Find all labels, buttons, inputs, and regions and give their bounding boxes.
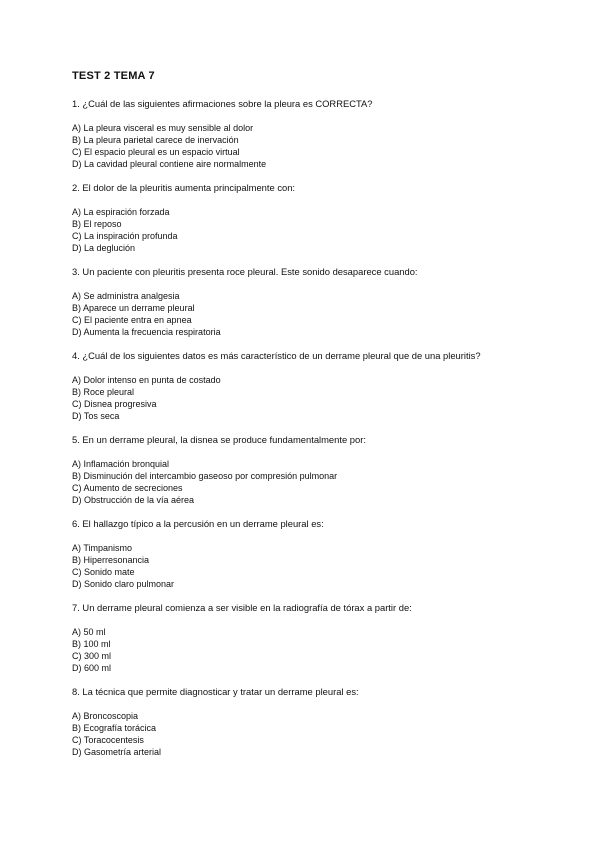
option-c: C) 300 ml bbox=[72, 651, 112, 661]
question-text: 3. Un paciente con pleuritis presenta roce pleural. Este sonido desaparece cuando: bbox=[72, 266, 418, 277]
question-7 bbox=[72, 602, 542, 674]
option-b: B) Hiperresonancia bbox=[72, 555, 150, 565]
option-list bbox=[72, 122, 542, 170]
option-c: C) Aumento de secreciones bbox=[72, 483, 183, 493]
option-a: A) Broncoscopia bbox=[72, 711, 139, 721]
option-c: C) Toracocentesis bbox=[72, 735, 144, 745]
option-d: D) 600 ml bbox=[72, 663, 112, 673]
option-list bbox=[72, 626, 542, 674]
option-c: C) El espacio pleural es un espacio virtual bbox=[72, 147, 240, 157]
option-d: D) Obstrucción de la vía aérea bbox=[72, 495, 195, 505]
option-list bbox=[72, 374, 542, 422]
option-b: B) El reposo bbox=[72, 219, 122, 229]
option-list bbox=[72, 206, 542, 254]
option-list bbox=[72, 290, 542, 338]
question-4 bbox=[72, 350, 542, 422]
question-text: 4. ¿Cuál de los siguientes datos es más característico de un derrame pleural que de una pleuritis? bbox=[72, 350, 481, 361]
option-a: A) La espiración forzada bbox=[72, 207, 170, 217]
option-list bbox=[72, 710, 542, 758]
option-c: C) Sonido mate bbox=[72, 567, 135, 577]
option-c: C) Disnea progresiva bbox=[72, 399, 157, 409]
question-text: 8. La técnica que permite diagnosticar y tratar un derrame pleural es: bbox=[72, 686, 359, 697]
document-title: TEST 2 TEMA 7 bbox=[72, 70, 155, 82]
option-d: D) La deglución bbox=[72, 243, 136, 253]
question-6 bbox=[72, 518, 542, 590]
option-d: D) Tos seca bbox=[72, 411, 120, 421]
question-text: 1. ¿Cuál de las siguientes afirmaciones sobre la pleura es CORRECTA? bbox=[72, 98, 373, 109]
option-b: B) La pleura parietal carece de inervación bbox=[72, 135, 239, 145]
option-c: C) El paciente entra en apnea bbox=[72, 315, 192, 325]
option-a: A) Inflamación bronquial bbox=[72, 459, 170, 469]
option-c: C) La inspiración profunda bbox=[72, 231, 178, 241]
question-3 bbox=[72, 266, 542, 338]
option-a: A) 50 ml bbox=[72, 627, 106, 637]
option-a: A) Timpanismo bbox=[72, 543, 133, 553]
option-a: A) Dolor intenso en punta de costado bbox=[72, 375, 221, 385]
option-d: D) Gasometría arterial bbox=[72, 747, 162, 757]
option-b: B) Roce pleural bbox=[72, 387, 135, 397]
question-5 bbox=[72, 434, 542, 506]
question-text: 7. Un derrame pleural comienza a ser visible en la radiografía de tórax a partir de: bbox=[72, 602, 412, 613]
option-b: B) 100 ml bbox=[72, 639, 111, 649]
option-list bbox=[72, 458, 542, 506]
question-1 bbox=[72, 98, 542, 170]
option-d: D) Aumenta la frecuencia respiratoria bbox=[72, 327, 221, 337]
option-d: D) Sonido claro pulmonar bbox=[72, 579, 175, 589]
option-b: B) Ecografía torácica bbox=[72, 723, 157, 733]
option-d: D) La cavidad pleural contiene aire normalmente bbox=[72, 159, 267, 169]
question-2 bbox=[72, 182, 542, 254]
question-text: 2. El dolor de la pleuritis aumenta principalmente con: bbox=[72, 182, 296, 193]
option-list bbox=[72, 542, 542, 590]
option-b: B) Aparece un derrame pleural bbox=[72, 303, 195, 313]
option-b: B) Disminución del intercambio gaseoso por compresión pulmonar bbox=[72, 471, 338, 481]
question-8 bbox=[72, 686, 542, 758]
question-text: 6. El hallazgo típico a la percusión en un derrame pleural es: bbox=[72, 518, 324, 529]
option-a: A) La pleura visceral es muy sensible al dolor bbox=[72, 123, 254, 133]
question-text: 5. En un derrame pleural, la disnea se produce fundamentalmente por: bbox=[72, 434, 366, 445]
option-a: A) Se administra analgesia bbox=[72, 291, 180, 301]
